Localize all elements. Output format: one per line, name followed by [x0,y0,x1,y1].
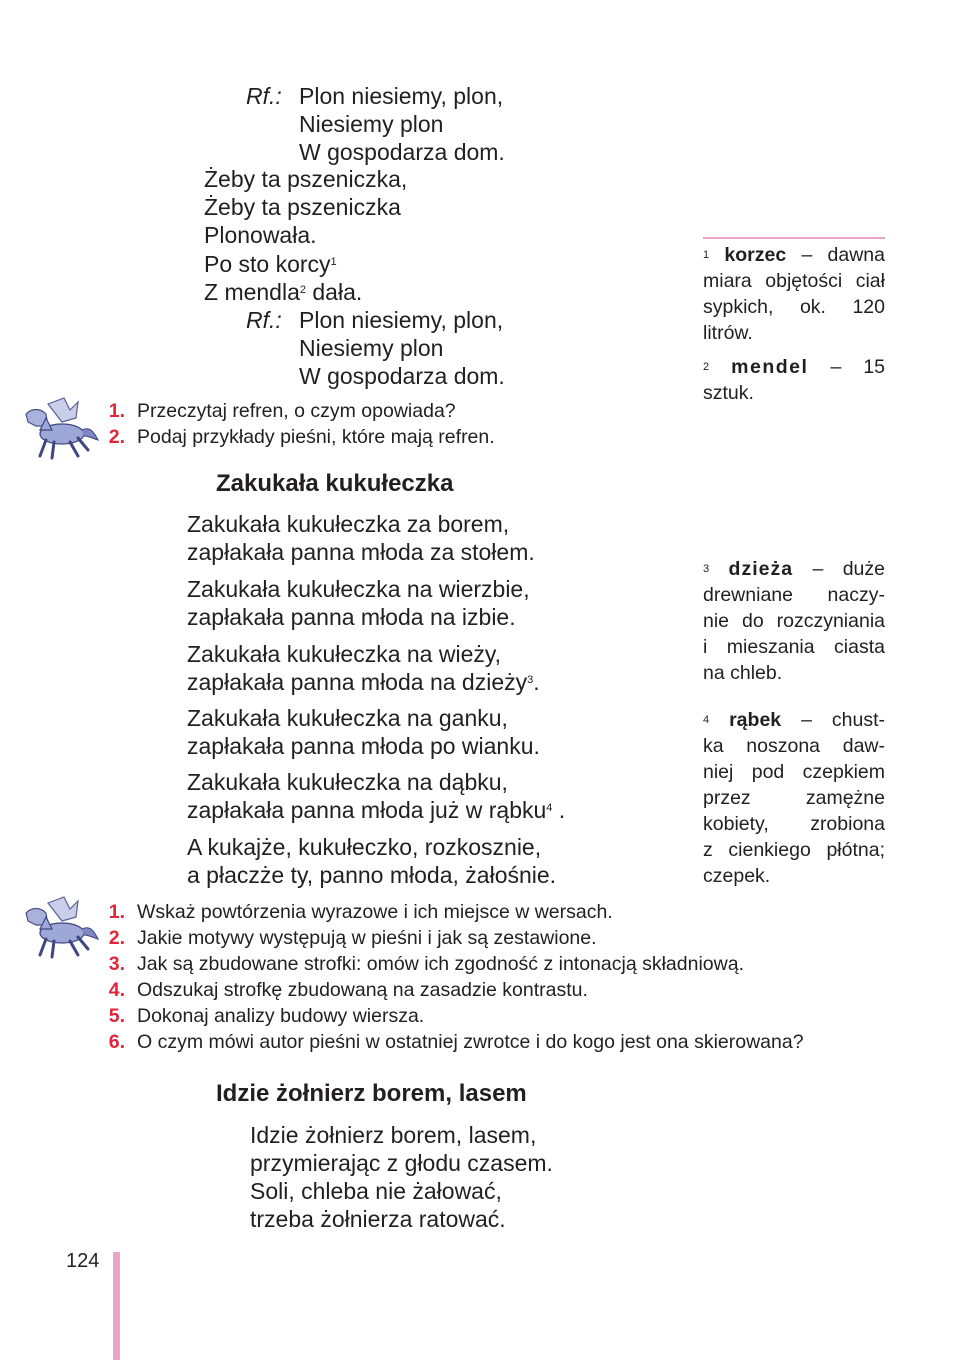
question-number: 2. [108,927,125,949]
poem-refrain-2 [246,306,546,394]
poem-line: zapłakała panna młoda na izbie. [187,604,516,630]
question-text: Jakie motywy występują w pieśni i jak są zestawione. [137,927,597,949]
poem-line: trzeba żołnierza ratować. [250,1206,506,1232]
poem-line: a płaczże ty, panno młoda, żałośnie. [187,862,557,888]
question-text: Odszukaj strofkę zbudowaną na zasadzie kontrastu. [137,979,588,1001]
poem-line: Plon niesiemy, plon, [299,307,504,333]
poem-line: Żeby ta pszeniczka, [204,166,408,192]
stanza [187,704,540,760]
poem-verse [204,165,407,306]
footnote-line: czepek. [703,865,771,887]
section-title: Zakukała kukułeczka [216,470,454,497]
question-item [103,398,703,424]
footnote [703,354,885,406]
poem-line: A kukajże, kukułeczko, rozkosznie, [187,834,542,860]
footnote-line: na chleb. [703,662,783,684]
poem-line: Z mendla$^2$ dała. [204,278,363,305]
poem-line: Zakukała kukułeczka na wierzbie, [187,576,530,602]
footnote-term: dzieża [728,558,794,580]
poem-line: Żeby ta pszeniczka [204,194,401,221]
question-text: Jak są zbudowane strofki: omów ich zgodność z intonacją składniową. [137,953,744,975]
footnote [703,707,885,889]
poem-line: Po sto korcy$^1$ [204,250,337,277]
poem-line: W gospodarza dom. [299,363,505,389]
stanza [187,575,530,631]
footnote-line: nie do rozczyniania [703,610,885,632]
poem-line: Idzie żołnierz borem, lasem, [250,1122,537,1148]
footnote-term: korzec [724,244,787,266]
poem-line: Zakukała kukułeczka za borem, [187,511,510,537]
question-number: 1. [108,400,125,422]
question-text: Wskaż powtórzenia wyrazowe i ich miejsce w wersach. [137,901,613,923]
footnote-number: 3 [703,563,710,575]
poem-line: Niesiemy plon [299,111,444,137]
pegasus-icon [18,396,100,466]
footnote-number: 2 [703,361,710,373]
poem-line: Plon niesiemy, plon, [299,83,504,109]
poem-line: zapłakała panna młoda na dzieży$^3$. [187,669,540,695]
stanza [187,510,535,566]
section-title: Idzie żołnierz borem, lasem [216,1080,527,1107]
stanza [187,768,565,824]
footnote-ref: 4 [546,802,553,814]
poem-line: Zakukała kukułeczka na wieży, [187,641,502,667]
footnote-line: $^3$ dzieża – duże [703,558,885,580]
question-item [103,925,903,951]
poem-line: Soli, chleba nie żałować, [250,1178,502,1204]
stanza [187,833,556,889]
question-item [103,424,703,450]
footnote-line: drewniane naczy- [703,584,885,606]
question-text: Przeczytaj refren, o czym opowiada? [137,400,456,422]
question-list [103,899,903,1055]
footnote-line: $^2$ mendel – 15 [703,356,886,378]
poem-line: Plonowała. [204,222,317,249]
footnote-line: sztuk. [703,382,754,404]
footnote-line: i mieszania ciasta [703,636,885,658]
question-item [103,1029,903,1055]
question-number: 1. [108,901,125,923]
footnote-number: 1 [703,249,710,261]
footnote-line: kobiety, zrobiona [703,813,885,835]
refrain-label: Rf.: [246,307,282,333]
question-text: Dokonaj analizy budowy wiersza. [137,1005,425,1027]
footnote [703,242,885,346]
footnote-rule [703,237,885,239]
poem-line: Zakukała kukułeczka na ganku, [187,705,508,731]
footnote-line: ka noszona daw- [703,735,885,757]
poem-line: przymierając z głodu czasem. [250,1150,553,1176]
poem-line: Zakukała kukułeczka na dąbku, [187,769,508,795]
question-list [103,398,703,450]
footnote-line: przez zamężne [703,787,885,809]
footnote-line: niej pod czepkiem [703,761,885,783]
poem-line: zapłakała panna młoda po wianku. [187,733,540,759]
question-number: 3. [108,953,125,975]
question-number: 2. [108,426,125,448]
question-text: O czym mówi autor pieśni w ostatniej zwrotce i do kogo jest ona skierowana? [137,1031,804,1053]
poem-line: W gospodarza dom. [299,139,505,165]
footnote-line: miara objętości ciał [703,270,885,292]
footnote-line: $^4$ rąbek – chust- [703,709,885,731]
page-edge-bar [113,1252,120,1360]
footnote-line: $^1$ korzec – dawna [703,244,885,266]
footnote-number: 4 [703,714,710,726]
question-item [103,899,903,925]
question-number: 4. [108,979,125,1001]
poem-line: zapłakała panna młoda za stołem. [187,539,535,565]
question-number: 5. [108,1005,125,1027]
page-number: 124 [66,1250,100,1272]
question-text: Podaj przykłady pieśni, które mają refren. [137,426,495,448]
footnote-term: rąbek [729,709,782,731]
stanza [187,640,540,696]
poem-refrain-1 [246,82,546,170]
question-item [103,977,903,1003]
footnote-line: sypkich, ok. 120 [703,296,885,318]
poem-line: zapłakała panna młoda już w rąbku$^4$ . [187,797,566,823]
refrain-label: Rf.: [246,83,282,109]
footnote-term: mendel [731,356,809,378]
footnote-ref: 3 [527,674,534,686]
footnote-ref: 1 [330,255,337,268]
poem-line: Niesiemy plon [299,335,444,361]
footnote-line: z cienkiego płótna; [703,839,885,861]
footnote-ref: 2 [299,283,306,296]
footnote-line: litrów. [703,322,753,344]
stanza [250,1121,553,1233]
pegasus-icon [18,895,100,965]
question-number: 6. [108,1031,125,1053]
footnote [703,556,885,686]
question-item [103,951,903,977]
question-item [103,1003,903,1029]
